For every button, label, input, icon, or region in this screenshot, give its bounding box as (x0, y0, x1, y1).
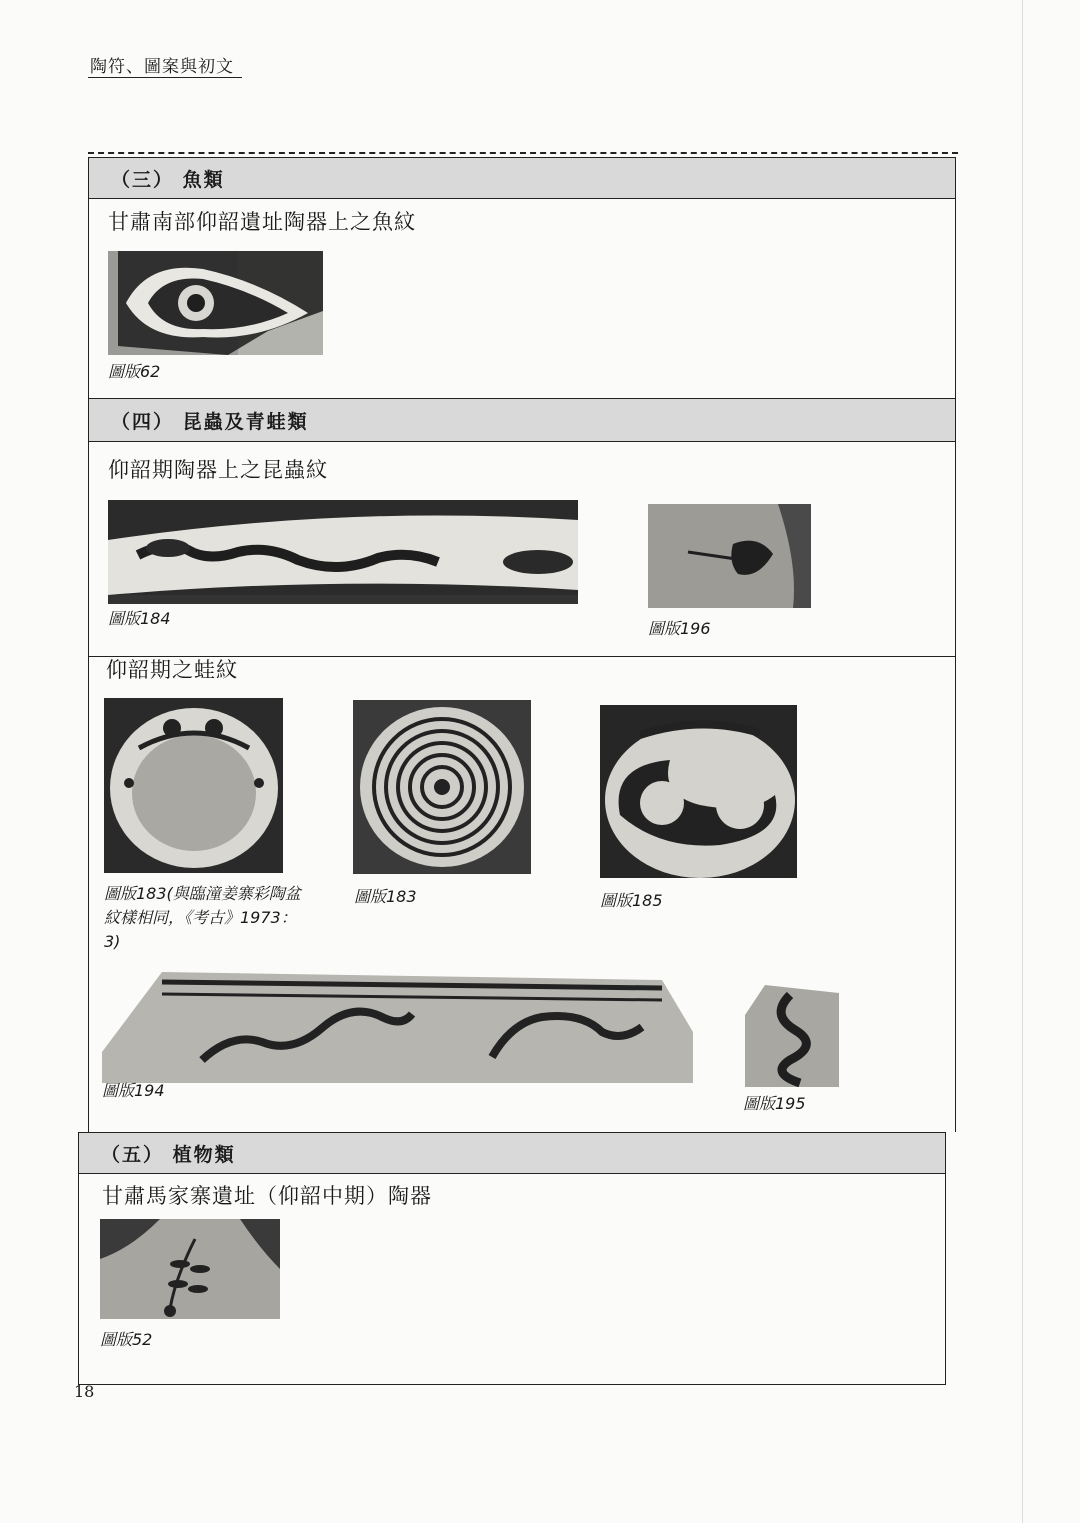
plate-52-photo (100, 1219, 280, 1319)
dashed-top-border (88, 152, 958, 154)
subheading-insect-pattern: 仰韶期陶器上之昆蟲紋 (108, 458, 328, 482)
caption-plate-183-note: 圖版183(與臨潼姜寨彩陶盆紋樣相同，《考古》1973：3) (104, 884, 301, 951)
caption-plate-183: 圖版183 (354, 887, 417, 906)
caption-plate-195: 圖版195 (743, 1094, 806, 1113)
plate-195-photo (745, 985, 839, 1087)
plate-185-photo (600, 705, 797, 878)
page-edge-line (1022, 0, 1023, 1523)
plate-184-photo (108, 500, 578, 604)
caption-plate-62: 圖版62 (108, 362, 161, 381)
section-title-plants: （五） 植物類 (79, 1132, 945, 1174)
plate-183a-photo (104, 698, 283, 873)
caption-plate-196: 圖版196 (648, 619, 711, 638)
caption-plate-52: 圖版52 (100, 1330, 153, 1349)
section-title-fish: （三） 魚類 (89, 157, 955, 199)
page-number: 18 (74, 1382, 95, 1401)
subheading-frog-pattern: 仰韶期之蛙紋 (106, 658, 238, 682)
plate-183b-photo (353, 700, 531, 874)
subheading-plant-pattern: 甘肅馬家寨遺址（仰韶中期）陶器 (102, 1184, 432, 1208)
caption-plate-184: 圖版184 (108, 609, 171, 628)
subheading-fish-pattern: 甘肅南部仰韶遺址陶器上之魚紋 (108, 210, 416, 234)
plate-196-photo (648, 504, 811, 608)
section-title-insects-frogs: （四） 昆蟲及青蛙類 (89, 398, 955, 442)
plate-194-photo (102, 972, 693, 1083)
caption-plate-185: 圖版185 (600, 891, 663, 910)
plate-62-photo (108, 251, 323, 355)
running-head-rule (88, 77, 242, 78)
running-head: 陶符、圖案與初文 (90, 57, 234, 77)
caption-plate-194: 圖版194 (102, 1081, 165, 1100)
